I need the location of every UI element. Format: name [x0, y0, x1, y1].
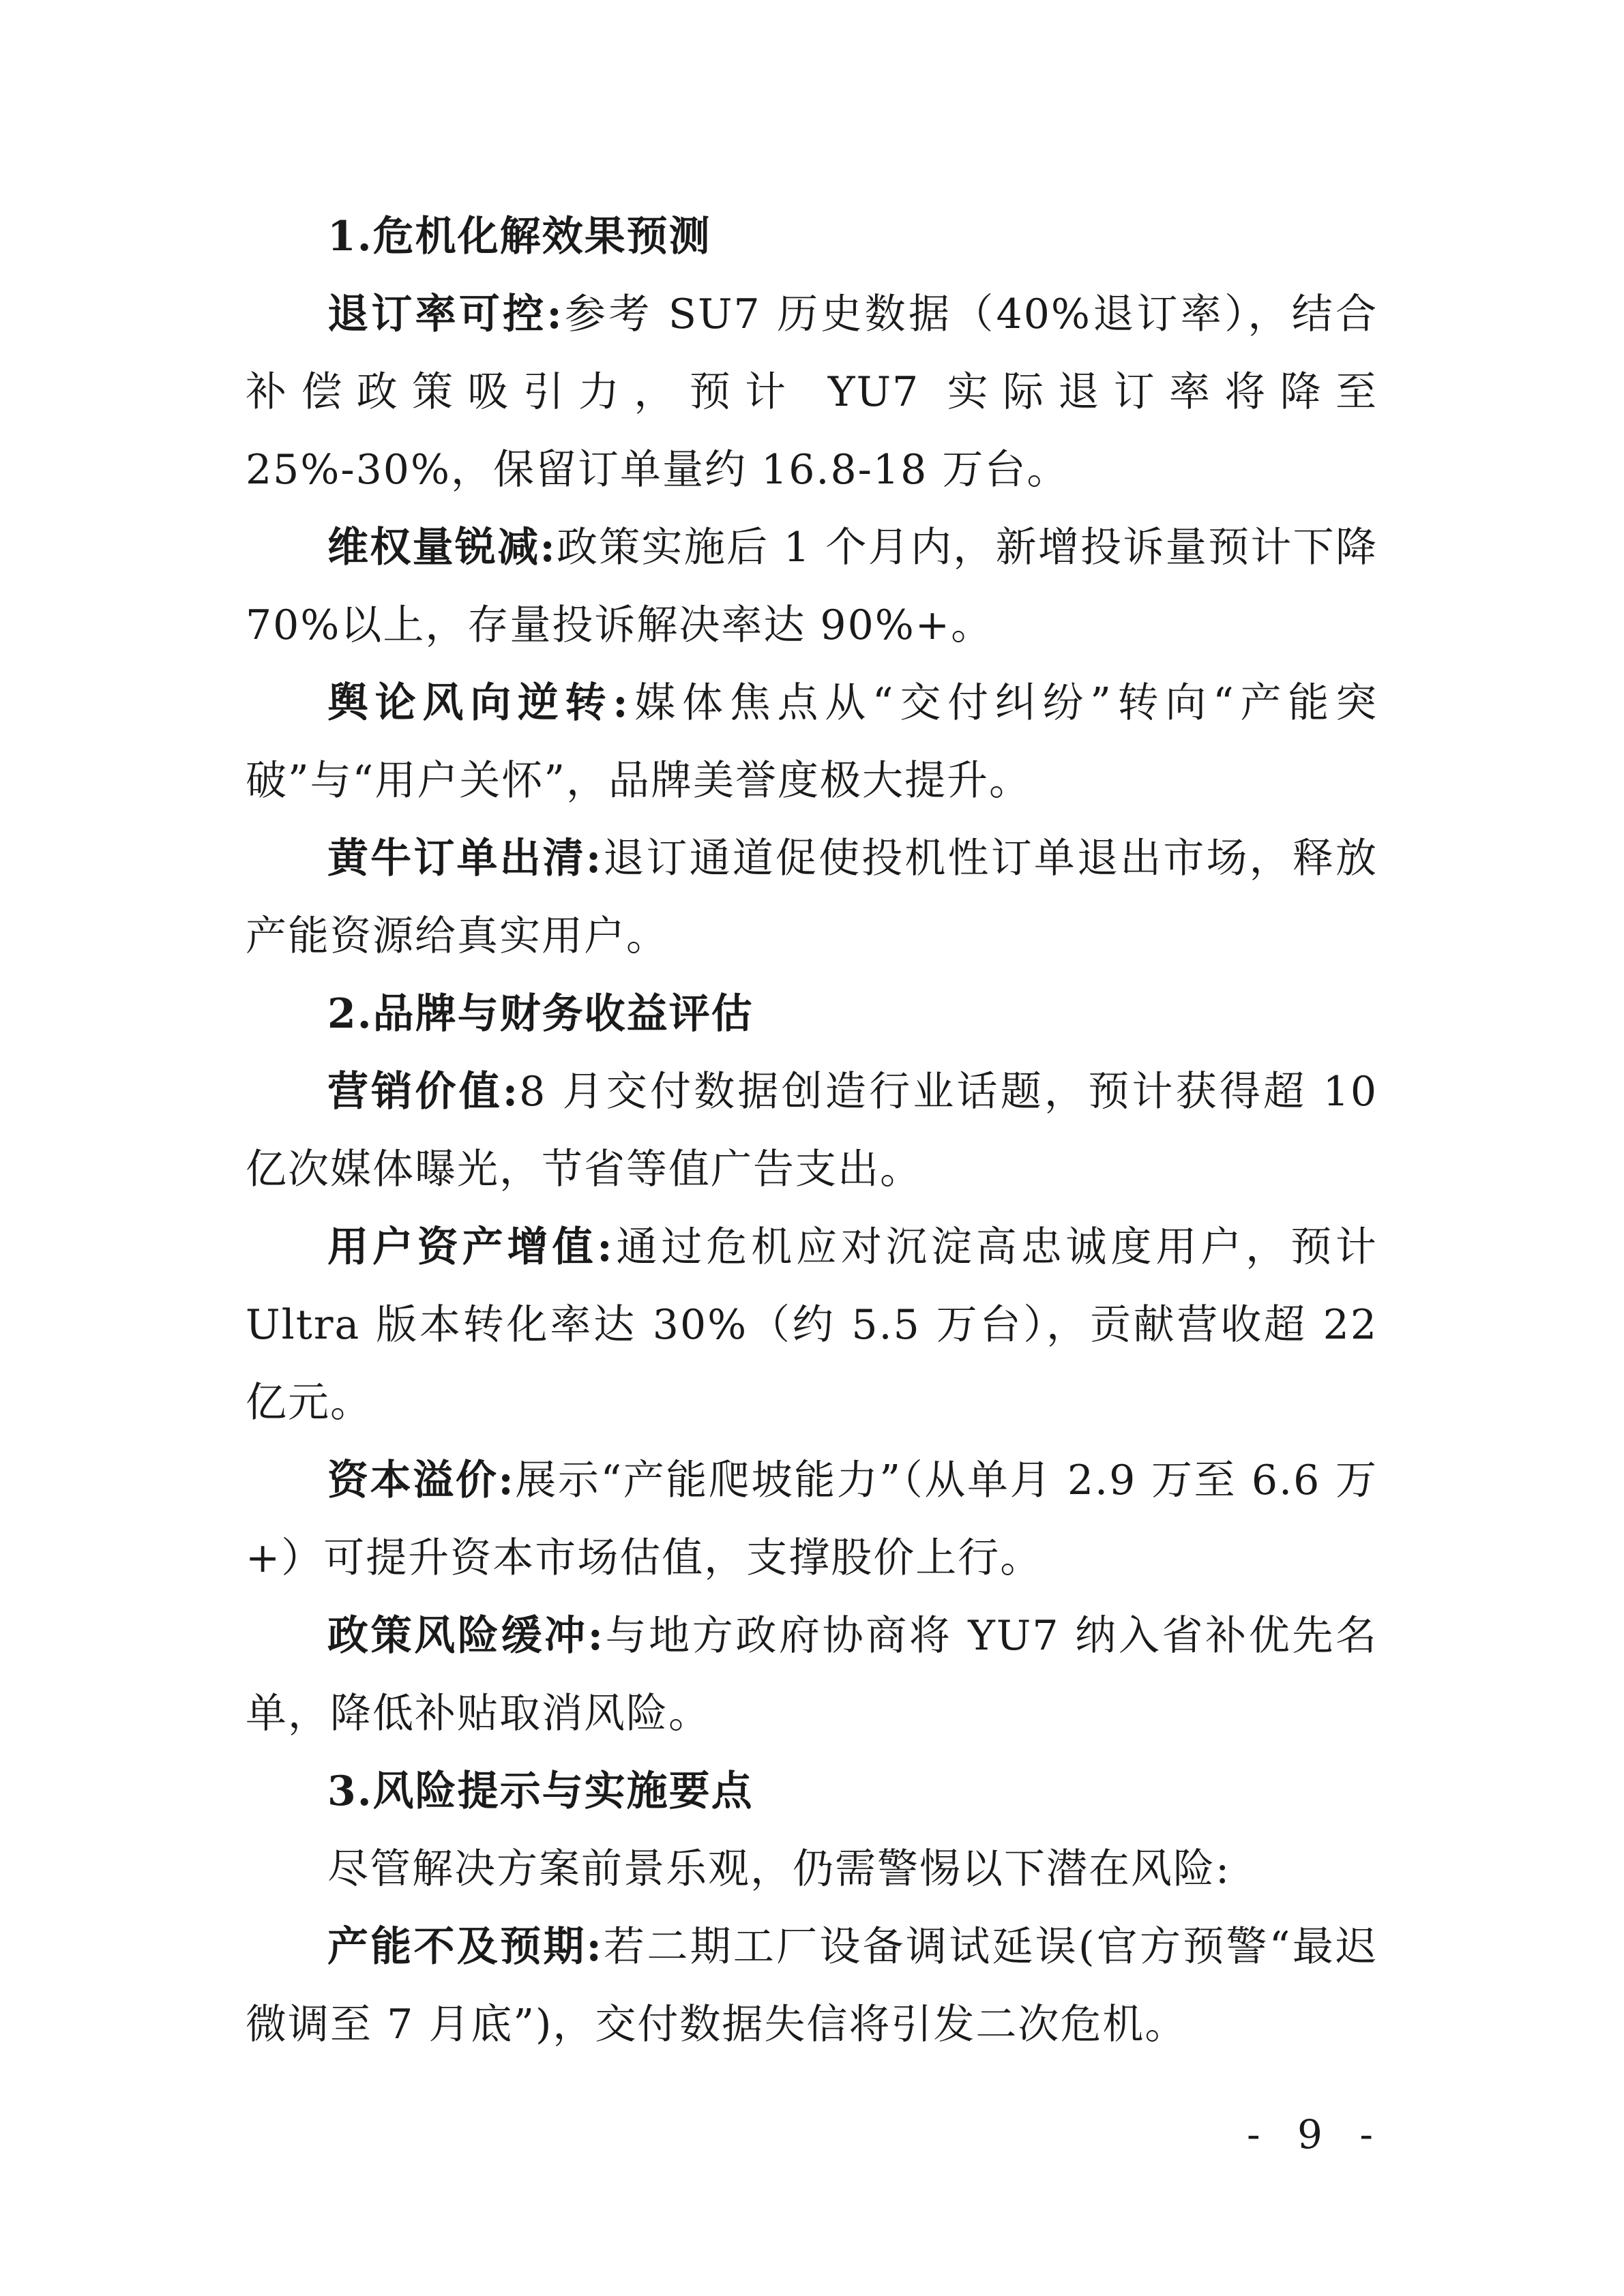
section-heading-2: 2.品牌与财务收益评估 [327, 990, 754, 1038]
paragraph-capital-premium [246, 1442, 1378, 1597]
paragraph-text: 媒体焦点从“交付纠纷”转向“产能突破”与“用户关怀”，品牌美誉度极大提升。 [246, 679, 1378, 805]
paragraph-capacity-shortfall [246, 1908, 1378, 2063]
paragraph-lead: 退订率可控: [327, 290, 563, 338]
paragraph-text: 退订通道促使投机性订单退出市场，释放产能资源给真实用户。 [246, 835, 1378, 960]
paragraph-text: 若二期工厂设备调试延误(官方预警“最迟微调至 7 月底”)，交付数据失信将引发二次危机。 [246, 1923, 1378, 2048]
paragraph-risk-intro: 尽管解决方案前景乐观，仍需警惕以下潜在风险: [327, 1845, 1231, 1893]
paragraph-return-rate [246, 275, 1378, 509]
paragraph-text: 参考 SU7 历史数据（40%退订率），结合补偿政策吸引力，预计 YU7 实际退订率将降至 25%-30%，保留订单量约 16.8-18 万台。 [246, 290, 1378, 494]
paragraph-text: 通过危机应对沉淀高忠诚度用户，预计 Ultra 版本转化率达 30%（约 5.5 万台），贡献营收超 22 亿元。 [246, 1223, 1378, 1427]
paragraph-scalper-orders [246, 820, 1378, 975]
paragraph-policy-risk [246, 1597, 1378, 1753]
paragraph-lead: 产能不及预期: [327, 1923, 603, 1971]
paragraph-text: 与地方政府协商将 YU7 纳入省补优先名单，降低补贴取消风险。 [246, 1612, 1378, 1738]
paragraph-text: 展示“产能爬坡能力”（从单月 2.9 万至 6.6 万+）可提升资本市场估值，支撑股价上行。 [246, 1457, 1378, 1582]
paragraph-public-opinion [246, 664, 1378, 820]
paragraph-lead: 营销价值: [327, 1068, 520, 1116]
paragraph-complaints [246, 509, 1378, 664]
paragraph-lead: 黄牛订单出清: [327, 835, 603, 882]
paragraph-lead: 维权量锐减: [327, 524, 557, 571]
paragraph-lead: 舆论风向逆转: [327, 679, 630, 727]
paragraph-lead: 资本溢价: [327, 1457, 515, 1504]
section-heading-1: 1.危机化解效果预测 [327, 213, 711, 260]
page-body [246, 198, 1378, 2063]
paragraph-marketing-value [246, 1053, 1378, 1208]
paragraph-lead: 政策风险缓冲: [327, 1612, 604, 1660]
section-heading-3: 3.风险提示与实施要点 [327, 1768, 754, 1815]
paragraph-lead: 用户资产增值: [327, 1223, 614, 1271]
page-number: - 9 - [1247, 2111, 1385, 2158]
paragraph-text: 8 月交付数据创造行业话题，预计获得超 10 亿次媒体曝光，节省等值广告支出。 [246, 1068, 1378, 1193]
paragraph-text: 政策实施后 1 个月内，新增投诉量预计下降 70%以上，存量投诉解决率达 90%+。 [246, 524, 1378, 649]
paragraph-user-assets [246, 1208, 1378, 1442]
